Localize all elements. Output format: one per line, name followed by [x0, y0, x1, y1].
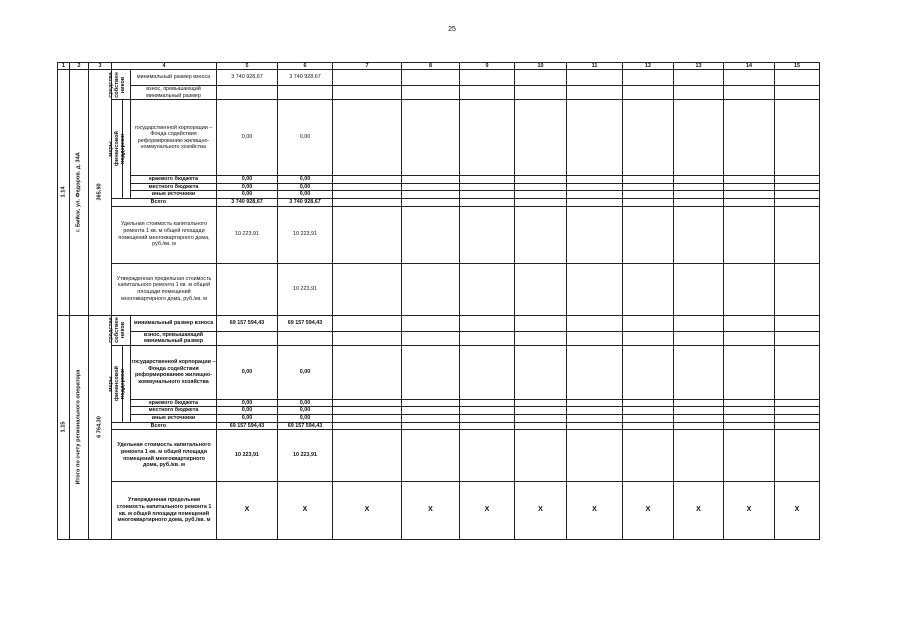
value-cell: 0,00 — [278, 176, 333, 184]
value-cell: 0,00 — [278, 100, 333, 176]
value-cell: 0,00 — [217, 407, 278, 415]
value-cell: 0,00 — [217, 399, 278, 407]
address-cell — [70, 70, 89, 316]
col-header: 15 — [775, 63, 820, 70]
table-row — [58, 70, 869, 86]
col-header: 3 — [89, 63, 112, 70]
col-header: 11 — [567, 63, 623, 70]
row-label: Утвержденная предельная стоимость капитального ремонта 1 кв. м общей площади помещений многоквартирного дома, руб./кв. м — [112, 482, 217, 540]
row-label: Удельная стоимость капитального ремонта 1 кв. м общей площади помещений многоквартирного дома, руб./кв. м — [112, 206, 217, 263]
value-cell: 0,00 — [278, 183, 333, 191]
row-label: государственной корпорации – Фонда содействия реформированию жилищно-коммунального хозяйства — [131, 100, 217, 176]
address-cell — [70, 315, 89, 540]
support-group — [108, 345, 126, 422]
row-label: иные источники — [131, 414, 217, 422]
row-label: взнос, превышающий минимальный размер — [131, 86, 217, 100]
table-row — [58, 263, 869, 315]
table-row — [58, 430, 869, 482]
col-header: 6 — [278, 63, 333, 70]
value-cell: 0,00 — [278, 399, 333, 407]
value-cell: 3 740 928,67 — [278, 70, 333, 86]
value-cell: 0,00 — [278, 191, 333, 199]
x-mark: X — [674, 482, 724, 540]
table-row — [58, 206, 869, 263]
col-header: 1 — [58, 63, 70, 70]
support-group — [108, 100, 126, 199]
col-header: 8 — [402, 63, 460, 70]
table-row — [58, 86, 869, 94]
col-header: 13 — [674, 63, 724, 70]
col-header: 2 — [70, 63, 89, 70]
row-label: Всего — [112, 198, 217, 206]
value-cell: 10 223,91 — [278, 263, 333, 315]
x-mark: X — [515, 482, 567, 540]
row-number-cell — [58, 315, 70, 540]
table-row — [58, 191, 869, 199]
row-number: 1.14 — [60, 186, 67, 198]
value-cell: 0,00 — [278, 414, 333, 422]
table-row — [58, 331, 869, 339]
row-number: 1.15 — [60, 421, 67, 433]
x-mark: X — [724, 482, 775, 540]
value-cell: 3 740 928,67 — [217, 70, 278, 86]
table-row — [58, 198, 869, 206]
area-cell — [89, 315, 112, 540]
capital-repair-table — [57, 62, 869, 540]
table-row — [58, 482, 869, 540]
area: 6 764,30 — [96, 416, 103, 439]
row-label: Удельная стоимость капитального ремонта 1 кв. м общей площади помещений многоквартирного дома, руб./кв. м — [112, 430, 217, 482]
table-row — [58, 422, 869, 430]
row-label: минимальный размер взноса — [131, 70, 217, 86]
value-cell: 10 223,91 — [217, 206, 278, 263]
x-mark: X — [402, 482, 460, 540]
value-cell: 10 223,91 — [278, 430, 333, 482]
col-header: 9 — [460, 63, 515, 70]
row-label: взнос, превышающий минимальный размер — [131, 331, 217, 345]
row-label: местного бюджета — [131, 183, 217, 191]
row-label: местного бюджета — [131, 407, 217, 415]
support-label: меры финансовой поддержки — [108, 131, 126, 167]
value-cell: 0,00 — [217, 183, 278, 191]
table-row — [58, 345, 869, 399]
owner-funds-group — [108, 70, 127, 100]
owner-funds-group — [108, 315, 127, 345]
table-row — [58, 407, 869, 415]
row-label: Всего — [112, 422, 217, 430]
table-row — [58, 399, 869, 407]
page-number: 25 — [448, 26, 456, 33]
owner-funds-label: средства собствен ников — [108, 317, 127, 343]
col-header: 4 — [112, 63, 217, 70]
value-cell: 0,00 — [278, 345, 333, 399]
area-cell — [89, 70, 112, 316]
col-header: 7 — [333, 63, 402, 70]
value-cell: 0,00 — [217, 345, 278, 399]
row-label: иные источники — [131, 191, 217, 199]
row-label: Утвержденная предельная стоимость капитального ремонта 1 кв. м общей площади помещений многоквартирного дома, руб./кв. м — [112, 263, 217, 315]
value-cell: 69 157 594,43 — [278, 422, 333, 430]
value-cell: 0,00 — [217, 100, 278, 176]
row-label: государственной корпорации – Фонда содействия реформированию жилищно-коммунального хозяйства — [131, 345, 217, 399]
address: г. Бийск, ул. Федоров. д. 34А — [75, 152, 82, 233]
table-row — [58, 176, 869, 184]
value-cell: 0,00 — [217, 191, 278, 199]
owner-funds-label: средства собствен ников — [108, 71, 127, 98]
col-header: 14 — [724, 63, 775, 70]
table-row — [58, 183, 869, 191]
value-cell: 0,00 — [217, 414, 278, 422]
col-header: 12 — [623, 63, 674, 70]
col-header: 10 — [515, 63, 567, 70]
x-mark: X — [460, 482, 515, 540]
col-header: 5 — [217, 63, 278, 70]
support-label: меры финансовой поддержки — [108, 365, 126, 401]
row-label: краевого бюджета — [131, 399, 217, 407]
area: 365,90 — [96, 183, 103, 201]
x-mark: X — [278, 482, 333, 540]
column-number-row — [58, 63, 869, 70]
value-cell: 0,00 — [278, 407, 333, 415]
x-mark: X — [775, 482, 820, 540]
x-mark: X — [623, 482, 674, 540]
value-cell: 10 223,91 — [278, 206, 333, 263]
table-row — [58, 315, 869, 331]
value-cell: 3 740 928,67 — [217, 198, 278, 206]
x-mark: X — [333, 482, 402, 540]
value-cell: 69 157 594,43 — [217, 315, 278, 331]
x-mark: X — [217, 482, 278, 540]
row-label: минимальный размер взноса — [131, 315, 217, 331]
address: Итого по счету регионального оператора — [75, 369, 82, 485]
row-number-cell — [58, 70, 70, 316]
table-row — [58, 414, 869, 422]
x-mark: X — [567, 482, 623, 540]
value-cell: 0,00 — [217, 176, 278, 184]
value-cell: 10 223,91 — [217, 430, 278, 482]
value-cell: 69 157 594,43 — [217, 422, 278, 430]
row-label: краевого бюджета — [131, 176, 217, 184]
table-row — [58, 100, 869, 176]
value-cell: 3 740 928,67 — [278, 198, 333, 206]
value-cell: 69 157 594,43 — [278, 315, 333, 331]
